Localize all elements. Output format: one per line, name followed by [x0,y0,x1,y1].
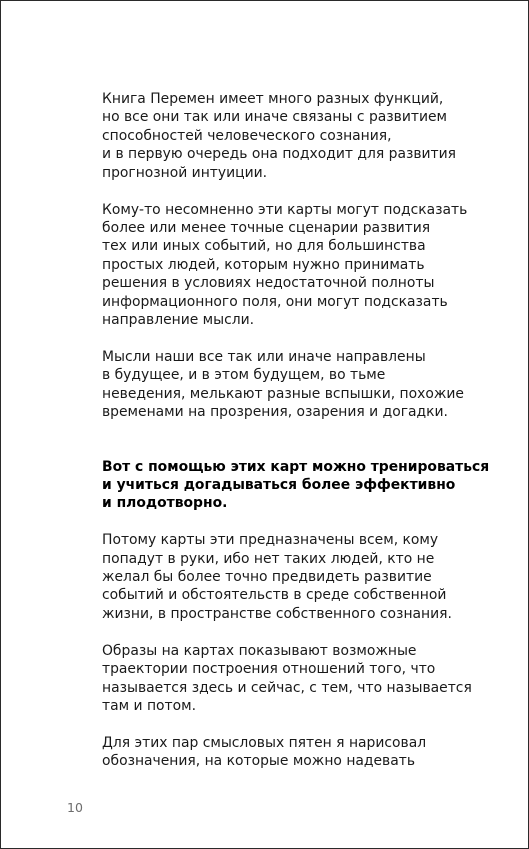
text-line: Кому-то несомненно эти карты могут подсказать [102,201,468,218]
text-line: временами на прозрения, озарения и догадки. [102,404,448,421]
paragraph-spacer [102,623,492,642]
paragraph-2 [102,201,492,330]
text-line: событий и обстоятельств в среде собственной [102,587,447,604]
text-line: прогнозной интуиции. [102,164,268,181]
text-line: обозначения, на которые можно надевать [102,753,416,770]
text-line: и плодотворно. [102,495,228,512]
text-line: способностей человеческого сознания, [102,127,392,144]
text-line: Образы на картах показывают возможные [102,642,417,659]
text-line: там и потом. [102,697,197,714]
paragraph-3 [102,348,492,422]
paragraph-7 [102,734,492,771]
paragraph-5 [102,531,492,623]
text-line: Книга Перемен имеет много разных функций, [102,91,444,107]
paragraph-spacer [102,422,492,458]
text-line: простых людей, которым нужно принимать [102,256,425,273]
text-line: более или менее точные сценарии развития [102,219,431,236]
text-line: Вот с помощью этих карт можно тренироваться [102,458,490,475]
text-line: желал бы более точно предвидеть развитие [102,569,432,586]
text-line: направление мысли. [102,311,255,328]
paragraph-spacer [102,329,492,348]
text-line: решения в условиях недостаточной полноты [102,275,435,292]
paragraph-spacer [102,182,492,201]
text-line: в будущее, и в этом будущем, во тьме [102,367,386,384]
text-line: называется здесь и сейчас, с тем, что называется [102,679,472,696]
paragraph-6 [102,642,492,716]
text-line: тех или иных событий, но для большинства [102,238,426,255]
text-line: траектории построения отношений того, что [102,661,436,678]
text-line: Для этих пар смысловых пятен я нарисовал [102,734,427,751]
text-line: информационного поля, они могут подсказать [102,293,448,310]
text-line: неведения, мелькают разные вспышки, похожие [102,385,464,402]
text-line: попадут в руки, ибо нет таких людей, кто не [102,550,435,567]
paragraph-spacer [102,513,492,532]
paragraph-1 [102,90,492,182]
page-number: 10 [67,800,83,815]
page-body-text [102,90,492,771]
text-line: жизни, в пространстве собственного сознания. [102,605,452,622]
text-line: и учиться догадываться более эффективно [102,476,456,493]
paragraph-spacer [102,715,492,734]
emphasized-paragraph [102,458,492,513]
text-line: и в первую очередь она подходит для развития [102,146,457,163]
text-line: Потому карты эти предназначены всем, кому [102,532,439,549]
text-line: но все они так или иначе связаны с развитием [102,109,448,126]
text-line: Мысли наши все так или иначе направлены [102,348,426,365]
